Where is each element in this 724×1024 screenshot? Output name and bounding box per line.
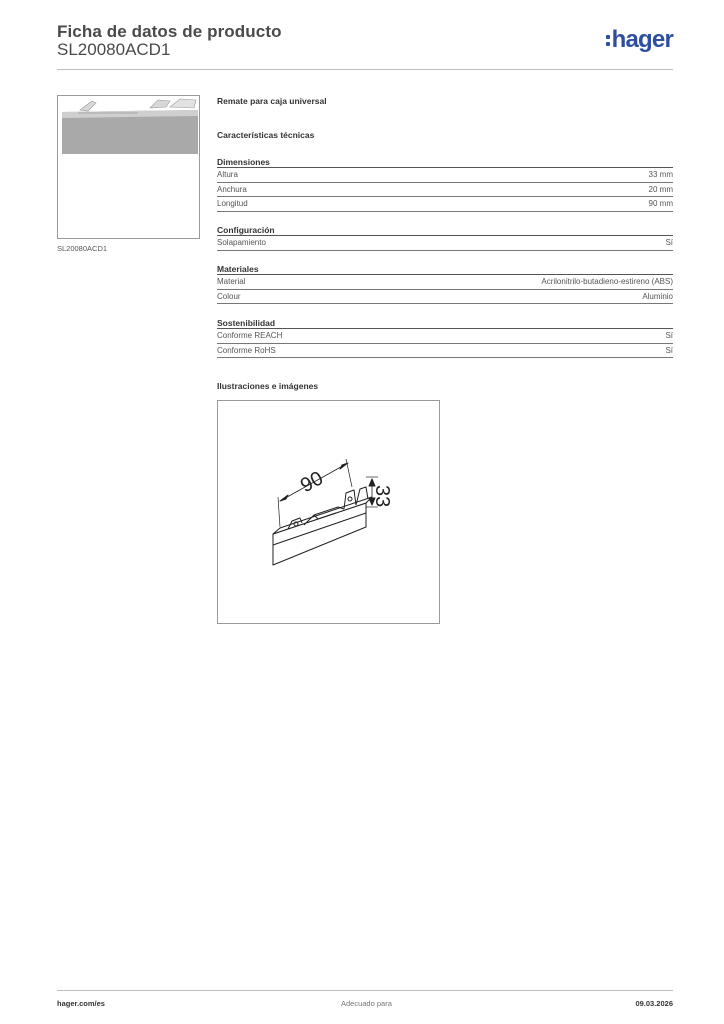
- spec-label: Anchura: [217, 184, 247, 194]
- dimension-drawing: [217, 400, 440, 624]
- logo-wordmark: hager: [611, 26, 673, 53]
- hager-logo: [606, 28, 673, 52]
- spec-label: Material: [217, 277, 246, 286]
- section-title: Sostenibilidad: [217, 317, 673, 329]
- spec-value: 20 mm: [648, 184, 673, 194]
- spec-label: Conforme REACH: [217, 331, 283, 340]
- section-configuration: [217, 224, 673, 251]
- footer-website: hager.com/es: [57, 999, 105, 1008]
- section-dimensions: [217, 156, 673, 212]
- spec-label: Solapamiento: [217, 238, 266, 247]
- dimension-drawing-image: [218, 401, 439, 623]
- spec-value: Sí: [665, 238, 673, 247]
- photo-caption: SL20080ACD1: [57, 244, 108, 253]
- section-title: Materiales: [217, 263, 673, 275]
- product-code: SL20080ACD1: [57, 40, 171, 59]
- section-materials: [217, 263, 673, 304]
- footer-suitable-for: Adecuado para: [341, 999, 392, 1008]
- spec-label: Altura: [217, 170, 238, 179]
- spec-row: [217, 329, 673, 344]
- spec-label: Colour: [217, 291, 241, 301]
- spec-value: Sí: [665, 331, 673, 340]
- page-footer: [57, 990, 673, 1014]
- dimension-height-label: 33: [371, 485, 393, 508]
- section-sustainability: [217, 317, 673, 358]
- spec-value: Sí: [665, 345, 673, 355]
- spec-label: Longitud: [217, 199, 248, 209]
- spec-label: Conforme RoHS: [217, 345, 276, 355]
- spec-row: [217, 197, 673, 212]
- footer-date: 09.03.2026: [635, 999, 673, 1008]
- spec-value: 33 mm: [648, 170, 673, 179]
- logo-dots-icon: [606, 35, 610, 46]
- spec-row: [217, 236, 673, 251]
- document-title: Ficha de datos de producto: [57, 22, 282, 41]
- technical-characteristics-heading: Características técnicas: [217, 130, 315, 140]
- spec-row: [217, 290, 673, 305]
- spec-value: 90 mm: [648, 199, 673, 209]
- section-title: Configuración: [217, 224, 673, 236]
- dimension-length-label: 90: [296, 467, 327, 498]
- product-photo: [57, 95, 200, 239]
- product-photo-image: [58, 96, 199, 238]
- spec-row: [217, 183, 673, 198]
- section-title: Dimensiones: [217, 156, 673, 168]
- spec-value: Aluminio: [642, 291, 673, 301]
- spec-row: [217, 275, 673, 290]
- spec-row: [217, 344, 673, 359]
- spec-row: [217, 168, 673, 183]
- spec-value: Acrilonitrilo-butadieno-estireno (ABS): [541, 277, 673, 286]
- page-header: [57, 20, 673, 70]
- illustrations-heading: Ilustraciones e imágenes: [217, 381, 319, 391]
- product-name: Remate para caja universal: [217, 96, 327, 106]
